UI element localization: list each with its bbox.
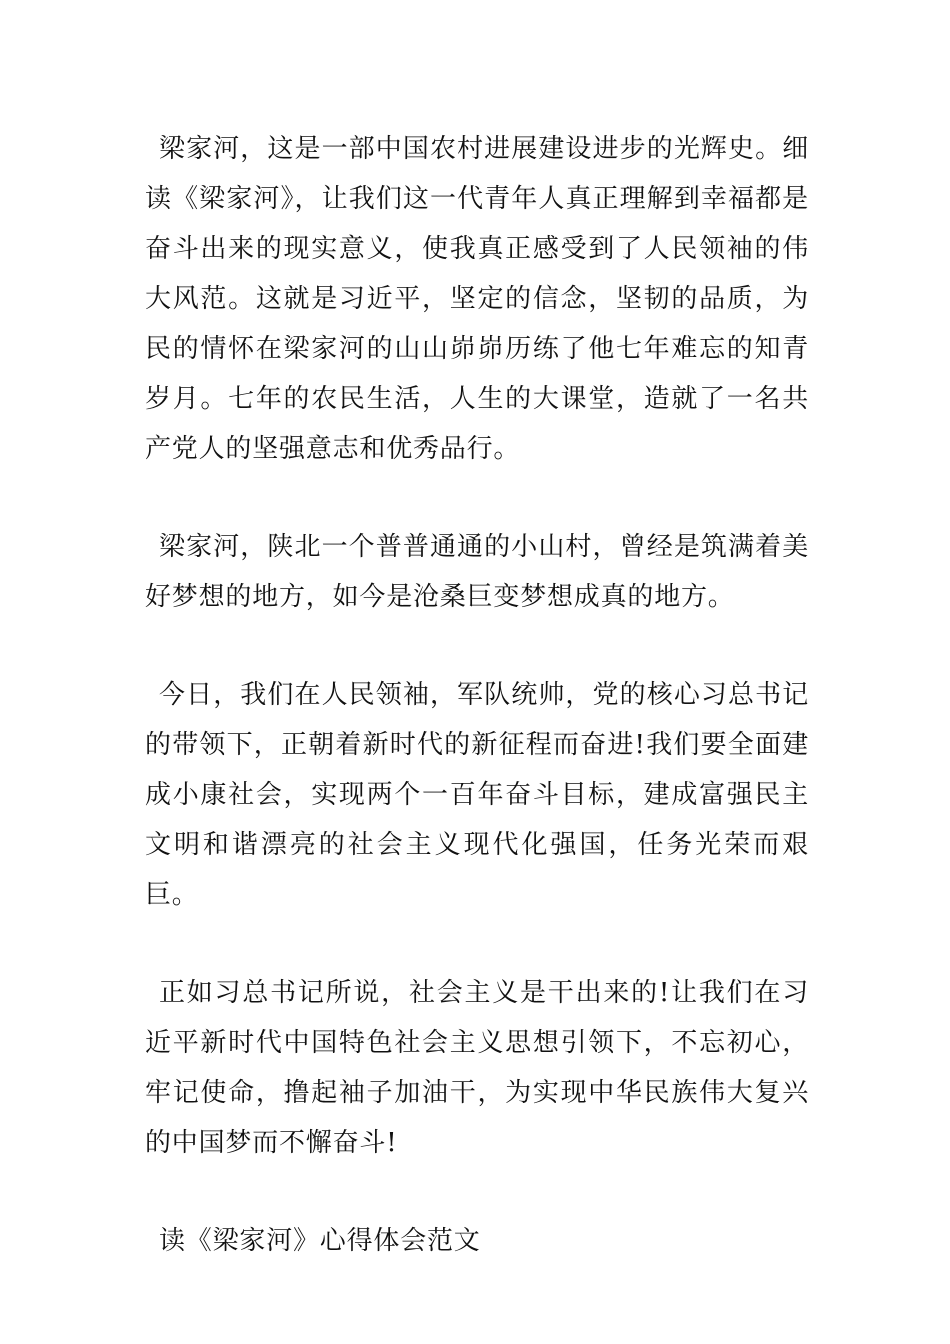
- paragraph-spacer: [145, 622, 809, 670]
- paragraph-3: 今日，我们在人民领袖，军队统帅，党的核心习总书记的带领下，正朝着新时代的新征程而奋进!我们要全面建成小康社会，实现两个一百年奋斗目标，建成富强民主文明和谐漂亮的社会主义现代化强国，任务光荣而艰巨。: [145, 680, 809, 910]
- paragraph-spacer: [145, 920, 809, 968]
- paragraph-spacer: [145, 1168, 809, 1216]
- section-heading: 读《梁家河》心得体会范文: [159, 1226, 481, 1256]
- document-body: [145, 124, 809, 1266]
- paragraph-4: 正如习总书记所说，社会主义是干出来的!让我们在习近平新时代中国特色社会主义思想引领下，不忘初心，牢记使命，撸起袖子加油干，为实现中华民族伟大复兴的中国梦而不懈奋斗!: [145, 978, 809, 1158]
- paragraph-2: 梁家河，陕北一个普普通通的小山村，曾经是筑满着美好梦想的地方，如今是沧桑巨变梦想成真的地方。: [145, 532, 809, 612]
- paragraph-1: 梁家河，这是一部中国农村进展建设进步的光辉史。细读《梁家河》，让我们这一代青年人真正理解到幸福都是奋斗出来的现实意义，使我真正感受到了人民领袖的伟大风范。这就是习近平，坚定的信念，坚韧的品质，为民的情怀在梁家河的山山峁峁历练了他七年难忘的知青岁月。七年的农民生活，人生的大课堂，造就了一名共产党人的坚强意志和优秀品行。: [145, 134, 809, 464]
- paragraph-spacer: [145, 474, 809, 522]
